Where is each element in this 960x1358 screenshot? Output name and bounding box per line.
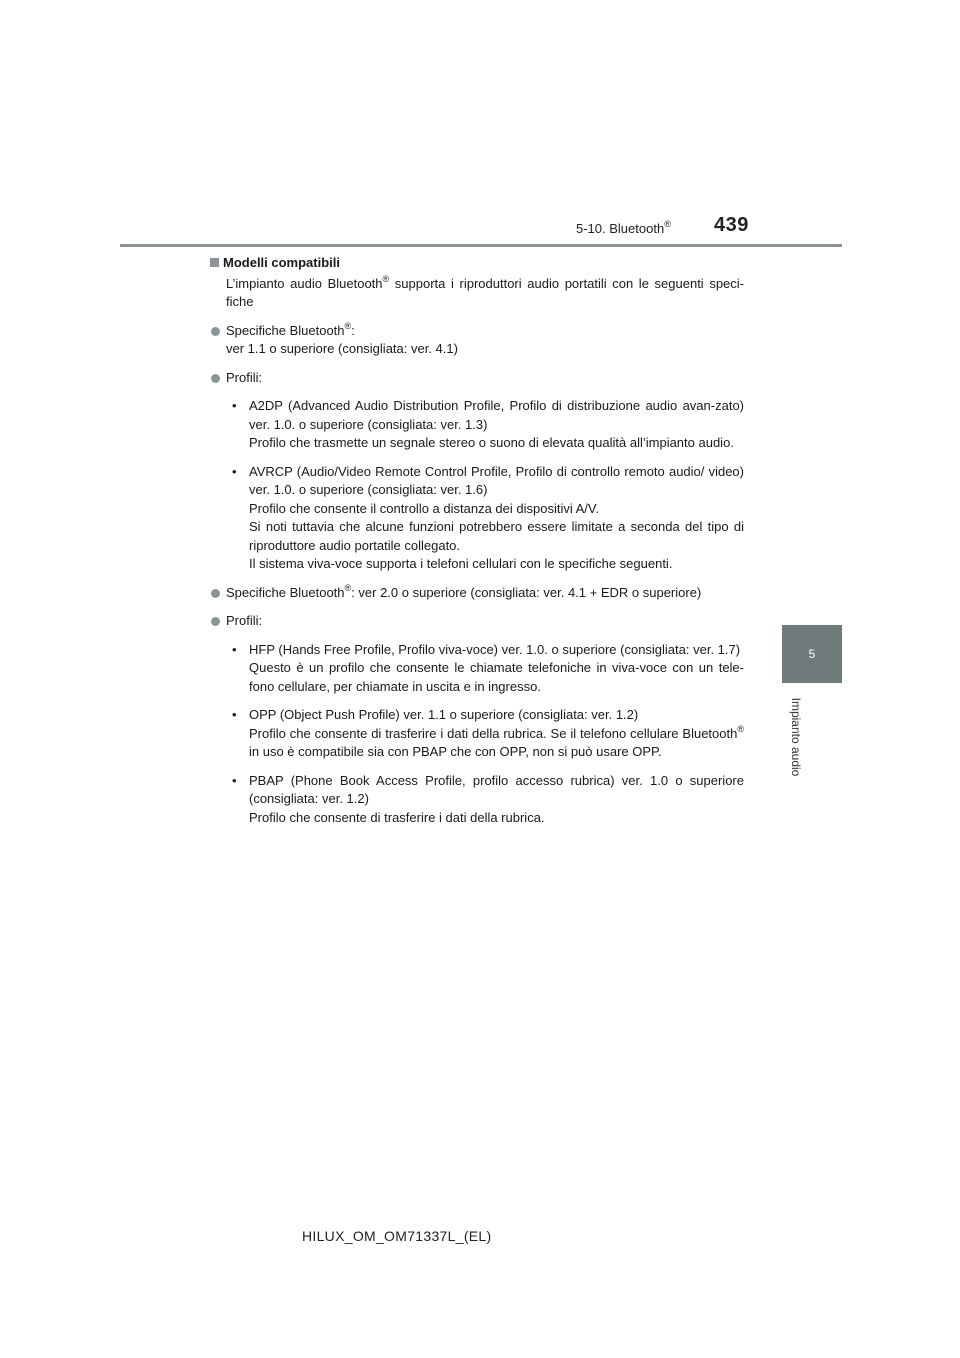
dot-bullet-icon: • [232,772,237,788]
intro-paragraph: L’impianto audio Bluetooth® supporta i riproduttori audio portatili con le seguenti speci-fiche [226,273,744,309]
dot-bullet-icon: • [232,463,237,479]
section-title: 5-10. Bluetooth® [576,219,671,236]
header-divider [120,244,842,247]
list-item: • AVRCP (Audio/Video Remote Control Profile, Profilo di controllo remoto audio/ video) ver. 1.0. o superiore (consigliata: ver. 1.6) Profilo che consente il controllo a distanza dei dispositivi A/V. [232,463,744,516]
section-heading: Modelli compatibili [210,254,744,273]
circle-bullet-icon [211,374,220,383]
page-number: 439 [714,214,749,236]
list-item: • OPP (Object Push Profile) ver. 1.1 o superiore (consigliata: ver. 1.2) Profilo che consente di trasferire i dati della rubrica. Se il telefono cellulare Bluetooth® in uso è compatibile sia con PBAP che con OPP, non si può usare OPP. [232,707,744,759]
circle-bullet-icon [211,589,220,598]
dot-bullet-icon: • [232,398,237,413]
note-paragraph: Il sistema viva-voce supporta i telefoni cellulari con le specifiche seguenti. [249,556,673,571]
chapter-number: 5 [808,647,816,661]
spec-item: Specifiche Bluetooth®: ver 1.1 o superiore (consigliata: ver. 4.1) [210,322,744,359]
circle-bullet-icon [211,617,220,626]
list-item: • A2DP (Advanced Audio Distribution Profile, Profilo di distribuzione audio avan-zato) ver. 1.0. o superiore (consigliata: ver. 1.3) Profilo che trasmette un segnale stereo o suono di elevata qualità all’impianto audio. [232,398,744,450]
spec-item: Specifiche Bluetooth®: ver 2.0 o superiore (consigliata: ver. 4.1 + EDR o superiore) [210,584,744,603]
square-bullet-icon [210,258,219,267]
circle-bullet-icon [211,327,220,336]
profiles-item: Profili: [210,369,744,388]
chapter-label: Impianto audio [789,697,803,777]
profiles-item: Profili: [210,612,744,631]
dot-bullet-icon: • [232,641,237,657]
main-content [210,254,744,827]
note-paragraph: Si noti tuttavia che alcune funzioni potrebbero essere limitate a seconda del tipo di riproduttore audio portatile collegato. [249,519,744,553]
list-item: • HFP (Hands Free Profile, Profilo viva-voce) ver. 1.0. o superiore (consigliata: ver. 1.7) Questo è un profilo che consente le chiamate telefoniche in viva-voce con un tele-fono cellulare, per chiamate in uscita e in ingresso. [232,641,744,694]
chapter-tab [782,625,842,683]
document-code: HILUX_OM_OM71337L_(EL) [302,1228,492,1244]
dot-bullet-icon: • [232,707,237,722]
list-item: • PBAP (Phone Book Access Profile, profilo accesso rubrica) ver. 1.0 o superiore (consigliata: ver. 1.2) Profilo che consente di trasferire i dati della rubrica. [232,772,744,825]
